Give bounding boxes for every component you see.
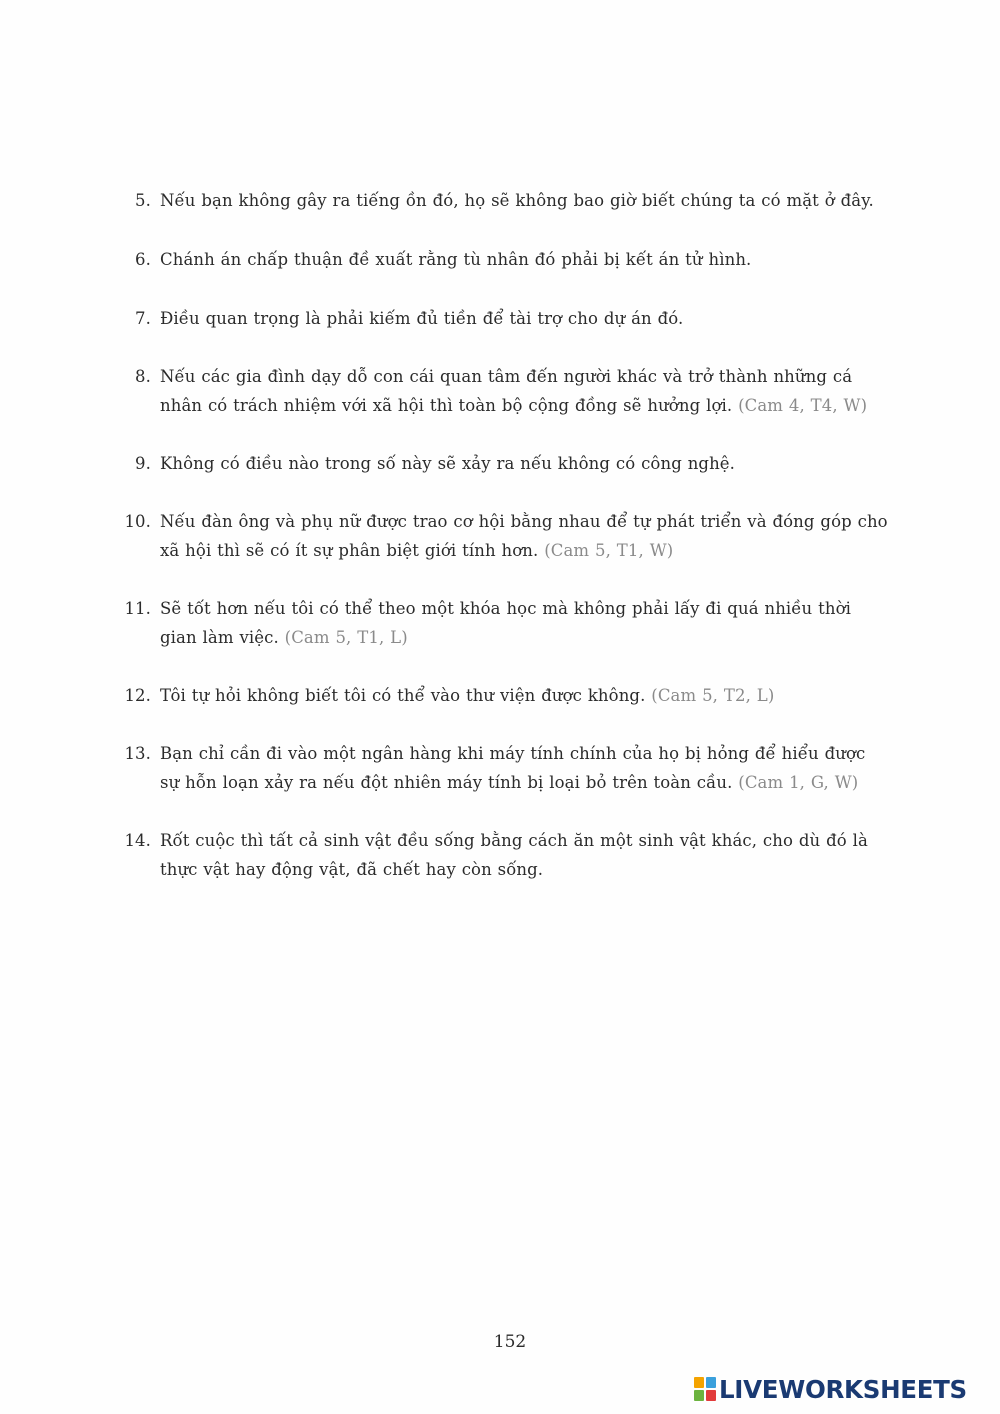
sentence: Nếu bạn không gây ra tiếng ồn đó, họ sẽ không bao giờ biết chúng ta có mặt ở đây.	[160, 191, 874, 210]
source-citation: (Cam 5, T1, W)	[544, 541, 674, 560]
source-citation: (Cam 4, T4, W)	[738, 396, 868, 415]
item-text	[160, 304, 888, 333]
sentence: Điều quan trọng là phải kiếm đủ tiền để tài trợ cho dự án đó.	[160, 309, 684, 328]
item-text	[160, 362, 888, 420]
item-number: 9.	[135, 454, 151, 473]
item-text	[160, 739, 888, 797]
page-number: 152	[493, 1332, 527, 1352]
item-number: 12.	[124, 686, 151, 705]
item-text	[160, 681, 888, 710]
brand-name: LIVEWORKSHEETS	[719, 1374, 967, 1404]
liveworksheets-logo-icon	[694, 1377, 716, 1401]
item-text	[160, 245, 888, 274]
sentence: Rốt cuộc thì tất cả sinh vật đều sống bằng cách ăn một sinh vật khác, cho dù đó là thực vật hay động vật, đã chết hay còn sống.	[160, 831, 868, 879]
sentence: Nếu các gia đình dạy dỗ con cái quan tâm đến người khác và trở thành những cá nhân có trách nhiệm với xã hội thì toàn bộ cộng đồng sẽ hưởng lợi.	[160, 367, 853, 415]
item-number: 11.	[124, 599, 151, 618]
item-text	[160, 186, 888, 215]
item-number: 6.	[135, 250, 151, 269]
sentence: Nếu đàn ông và phụ nữ được trao cơ hội bằng nhau để tự phát triển và đóng góp cho xã hội thì sẽ có ít sự phân biệt giới tính hơn.	[160, 512, 888, 560]
logo-tile-blue	[706, 1377, 716, 1388]
source-citation: (Cam 1, G, W)	[738, 773, 859, 792]
sentence: Sẽ tốt hơn nếu tôi có thể theo một khóa học mà không phải lấy đi quá nhiều thời gian làm việc.	[160, 599, 851, 647]
sentence: Chánh án chấp thuận đề xuất rằng tù nhân đó phải bị kết án tử hình.	[160, 250, 752, 269]
item-number: 13.	[124, 744, 151, 763]
source-citation: (Cam 5, T1, L)	[284, 628, 408, 647]
item-number: 8.	[135, 367, 151, 386]
item-text	[160, 594, 888, 652]
source-citation: (Cam 5, T2, L)	[651, 686, 775, 705]
logo-tile-red	[706, 1390, 716, 1401]
item-number: 10.	[124, 512, 151, 531]
sentence: Tôi tự hỏi không biết tôi có thể vào thư viện được không.	[160, 686, 646, 705]
item-number: 14.	[124, 831, 151, 850]
sentence: Bạn chỉ cần đi vào một ngân hàng khi máy tính chính của họ bị hỏng để hiểu được sự hỗn loạn xảy ra nếu đột nhiên máy tính bị loại bỏ trên toàn cầu.	[160, 744, 866, 792]
logo-tile-yellow	[694, 1377, 704, 1388]
item-number: 5.	[135, 191, 151, 210]
item-text	[160, 449, 888, 478]
sentence: Không có điều nào trong số này sẽ xảy ra nếu không có công nghệ.	[160, 454, 736, 473]
item-text	[160, 507, 888, 565]
item-number: 7.	[135, 309, 151, 328]
item-text	[160, 826, 888, 884]
liveworksheets-watermark	[694, 1374, 967, 1404]
logo-tile-green	[694, 1390, 704, 1401]
